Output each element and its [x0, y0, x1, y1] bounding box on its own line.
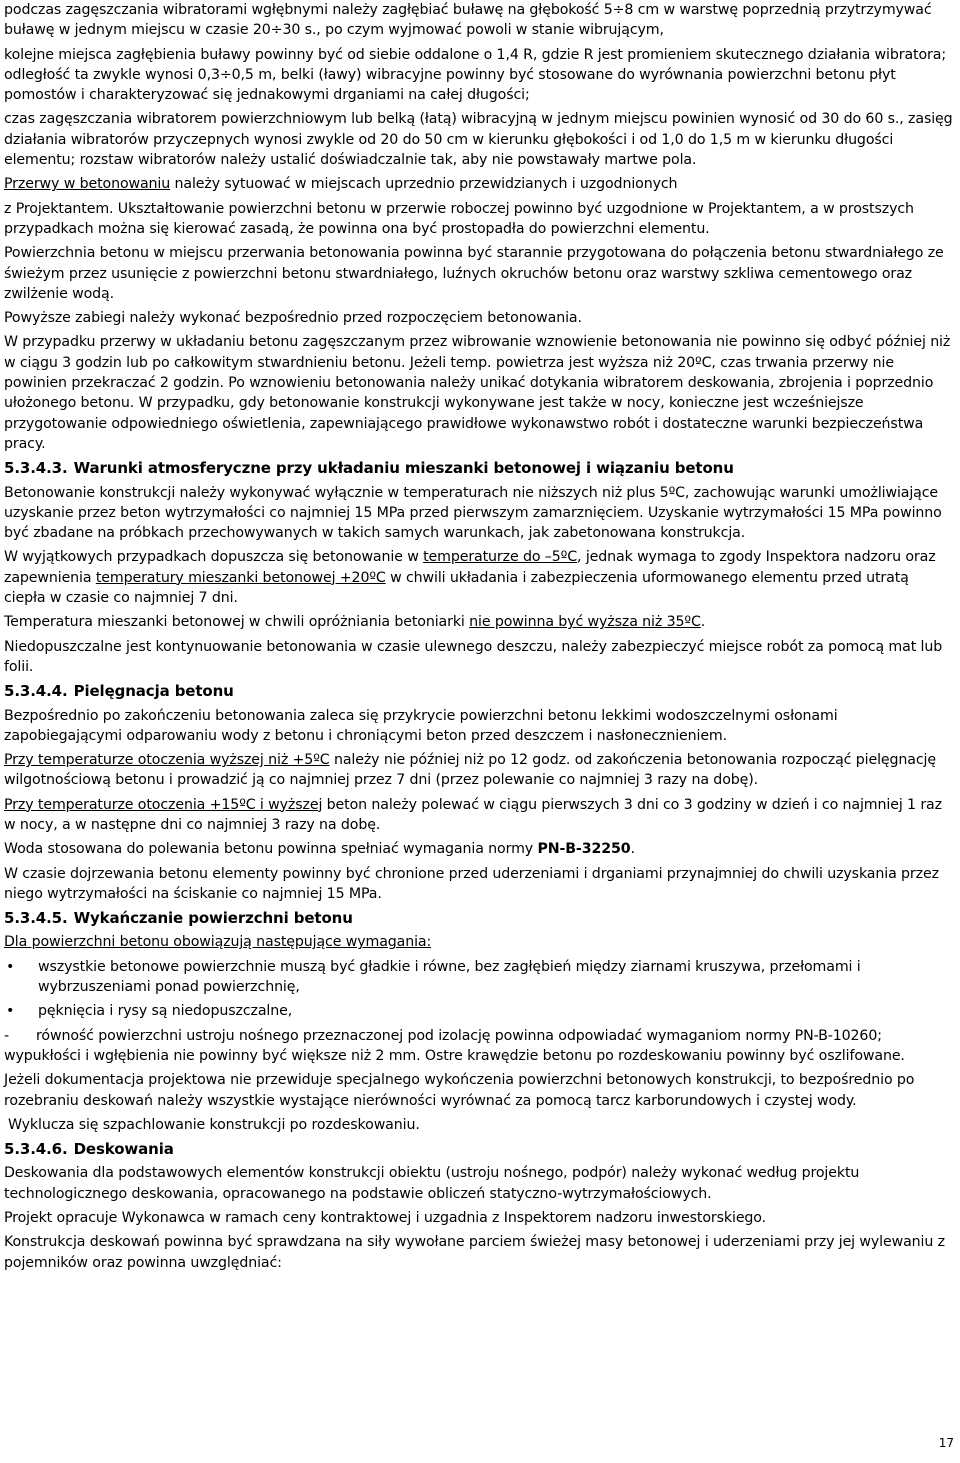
list-item: • pęknięcia i rysy są niedopuszczalne,	[4, 1001, 954, 1021]
paragraph-formwork-loads: Konstrukcja deskowań powinna być sprawdzana na siły wywołane parciem świeżej masy betonowej i uderzeniami przy jej wylewaniu z pojemników oraz powinna uwzględniać:	[4, 1234, 945, 1271]
paragraph-exceptional-cases: W wyjątkowych przypadkach dopuszcza się betonowanie w temperaturze do –5ºC, jednak wymaga to zgody Inspektora nadzoru oraz zapewnienia temperatury mieszanki betonowej +20ºC w chwili układania i zabezpieczenia uformowanego elementu przed utratą ciepła w czasie co najmniej 7 dni.	[4, 549, 936, 607]
paragraph-curing-above-15: Przy temperaturze otoczenia +15ºC i wyższej beton należy polewać w ciągu pierwszych 3 dni co 3 godziny w dzień i co najmniej 1 raz w nocy, a w następne dni co najmniej 3 razy na dobę.	[4, 796, 942, 833]
section-heading-formwork: 5.3.4.6. Deskowania	[4, 1140, 174, 1159]
underlined-phrase: temperatury mieszanki betonowej +20ºC	[95, 569, 386, 586]
paragraph-break-surface: z Projektantem. Ukształtowanie powierzchni betonu w przerwie roboczej powinno być uzgodnione w Projektantem, a w prostszych przypadkach można się kierować zasadą, że powinna ona być prostopadła do powierzchni elementu.	[4, 200, 914, 237]
paragraph-maturing-protection: W czasie dojrzewania betonu elementy powinny być chronione przed uderzeniami i drganiami przynajmniej do chwili uzyskania przez niego wytrzymałości na ściskanie co najmniej 15 MPa.	[4, 865, 939, 902]
paragraph-formwork-project: Projekt opracuje Wykonawca w ramach ceny kontraktowej i uzgadnia z Inspektorem nadzoru inwestorskiego.	[4, 1210, 767, 1227]
section-heading-finishing: 5.3.4.5. Wykańczanie powierzchni betonu	[4, 909, 353, 928]
underlined-phrase: nie powinna być wyższa niż 35ºC	[469, 614, 701, 631]
page-number: 17	[938, 1436, 954, 1450]
underlined-phrase: Przy temperaturze otoczenia wyższej niż +5ºC	[4, 752, 330, 769]
document-page	[4, 0, 954, 1273]
section-heading-weather: 5.3.4.3. Warunki atmosferyczne przy układaniu mieszanki betonowej i wiązaniu betonu	[4, 459, 734, 478]
paragraph-rain: Niedopuszczalne jest kontynuowanie betonowania w czasie ulewnego deszczu, należy zabezpieczyć miejsce robót za pomocą mat lub folii.	[4, 638, 943, 675]
paragraph-curing-above-5: Przy temperaturze otoczenia wyższej niż +5ºC należy nie później niż po 12 godz. od zakończenia betonowania rozpocząć pielęgnację wilgotnościową betonu i prowadzić ją co najmniej przez 7 dni (przez polewanie co najmniej 3 razy na dobę).	[4, 752, 936, 789]
list-item-dash: - równość powierzchni ustroju nośnego przeznaczonej pod izolację powinna odpowiadać wymaganiom normy PN-B-10260; wypukłości i wgłębienia nie powinny być większe niż 2 mm. Ostre krawędzie betonu po rozdeskowaniu powinny być oszlifowane.	[4, 1027, 905, 1064]
paragraph-mix-temperature: Temperatura mieszanki betonowej w chwili opróżniania betoniarki nie powinna być wyższa niż 35ºC.	[4, 614, 706, 631]
dash-icon: -	[4, 1027, 9, 1044]
underlined-phrase: temperaturze do –5ºC	[423, 549, 578, 566]
paragraph-formwork-design: Deskowania dla podstawowych elementów konstrukcji obiektu (ustroju nośnego, podpór) należy wykonać według projektu technologicznego deskowania, opracowanego na podstawie obliczeń statyczno-wytrzymałościowych.	[4, 1165, 860, 1202]
list-item: • wszystkie betonowe powierzchnie muszą być gładkie i równe, bez zagłębień między ziarnami kruszywa, przełomami i wybrzuszeniami ponad powierzchnię,	[6, 958, 861, 996]
paragraph-min-temperature: Betonowanie konstrukcji należy wykonywać wyłącznie w temperaturach nie niższych niż plus 5ºC, zachowując warunki umożliwiające uzyskanie przez beton wytrzymałości co najmniej 15 MPa przed pierwszym zamarznięciem. Uzyskanie wytrzymałości 15 MPa powinno być zbadane na próbkach przechowywanych w takich samych warunkach, jak zabetonowana konstrukcja.	[4, 484, 942, 542]
underlined-phrase: Przerwy w betonowaniu	[4, 176, 171, 193]
paragraph-finishing-method: Jeżeli dokumentacja projektowa nie przewiduje specjalnego wykończenia powierzchni betonowych konstrukcji, to bezpośrednio po rozebraniu deskowań należy wszystkie wystające nierówności wyrównać za pomocą tarcz karborundowych i czystej wody.	[4, 1072, 915, 1109]
paragraph-break-duration: W przypadku przerwy w układaniu betonu zagęszczanym przez wibrowanie wznowienie betonowania nie powinno się odbyć później niż w ciągu 3 godzin lub po całkowitym stwardnieniu betonu. Jeżeli temp. powietrza jest wyższa niż 20ºC, czas trwania przerwy nie powinien przekraczać 2 godzin. Po wznowieniu betonowania należy unikać dotykania wibratorem deskowania, zbrojenia i poprzednio ułożonego betonu. W przypadku, gdy betonowanie konstrukcji wykonywane jest także w nocy, konieczne jest wcześniejsze przygotowanie odpowiedniego oświetlenia, zapewniającego prawidłowe wykonawstwo robót i dostateczne warunki bezpieczeństwa pracy.	[4, 334, 951, 452]
underlined-phrase: Przy temperaturze otoczenia +15ºC i wyższej	[4, 796, 323, 813]
paragraph-vibration-spacing: kolejne miejsca zagłębienia buławy powinny być od siebie oddalone o 1,4 R, gdzie R jest promieniem skutecznego działania wibratora; odległość ta zwykle wynosi 0,3÷0,5 m, belki (ławy) wibracyjne powinny być stosowane do wyrównania powierzchni betonu płyt pomostów i charakteryzować się jednakowymi drganiami na całej długości;	[4, 46, 946, 104]
bullet-icon: •	[6, 958, 15, 975]
paragraph-water-standard: Woda stosowana do polewania betonu powinna spełniać wymagania normy PN-B-32250.	[4, 841, 635, 858]
paragraph-vibration-time: czas zagęszczania wibratorem powierzchniowym lub belką (łatą) wibracyjną w jednym miejscu powinien wynosić od 30 do 60 s., zasięg działania wibratorów przyczepnych wynosi zwykle od 20 do 50 cm w kierunku głębokości i od 1,0 do 1,5 m w kierunku długości elementu; rozstaw wibratorów należy ustalić doświadczalnie tak, aby nie powstawały martwe pola.	[4, 111, 953, 169]
standard-reference: PN-B-32250	[537, 841, 631, 858]
paragraph-preparation-timing: Powyższe zabiegi należy wykonać bezpośrednio przed rozpoczęciem betonowania.	[4, 310, 582, 327]
paragraph-concreting-breaks: Przerwy w betonowaniu należy sytuować w miejscach uprzednio przewidzianych i uzgodnionych	[4, 176, 678, 193]
paragraph-surface-preparation: Powierzchnia betonu w miejscu przerwania betonowania powinna być starannie przygotowana do połączenia betonu stwardniałego ze świeżym przez usunięcie z powierzchni betonu stwardniałego, luźnych okruchów betonu oraz warstwy szkliwa cementowego oraz zwilżenie wodą.	[4, 245, 944, 302]
requirements-intro: Dla powierzchni betonu obowiązują następujące wymagania:	[4, 934, 432, 951]
paragraph-covering: Bezpośrednio po zakończeniu betonowania zaleca się przykrycie powierzchni betonu lekkimi wodoszczelnymi osłonami zapobiegającymi odparowaniu wody z betonu i chroniącymi beton przed deszczem i nasłonecznieniem.	[4, 707, 838, 744]
bullet-icon: •	[6, 1003, 15, 1020]
paragraph-vibration-depth: podczas zagęszczania wibratorami wgłębnymi należy zagłębiać buławę na głębokość 5÷8 cm w warstwę poprzednią przytrzymywać buławę w jednym miejscu w czasie 20÷30 s., po czym wyjmować powoli w stanie wibrującym,	[4, 2, 932, 39]
section-heading-curing: 5.3.4.4. Pielęgnacja betonu	[4, 682, 234, 701]
paragraph-no-plastering: Wyklucza się szpachlowanie konstrukcji po rozdeskowaniu.	[8, 1116, 420, 1133]
